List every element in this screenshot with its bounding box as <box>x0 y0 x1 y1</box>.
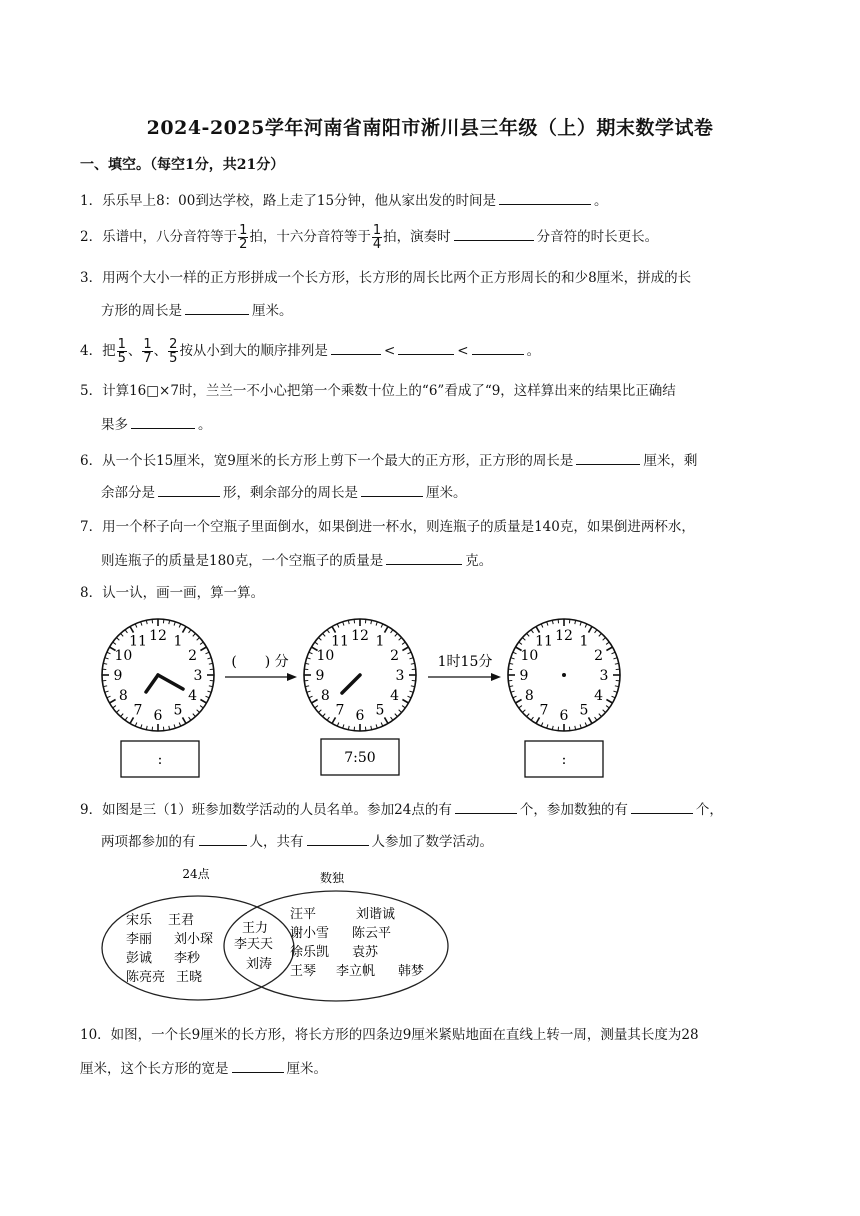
clock-tick <box>200 706 203 708</box>
clock-tick <box>580 622 581 626</box>
clock-tick <box>113 706 116 708</box>
q2-answer-blank[interactable] <box>454 225 534 241</box>
clock-tick <box>125 717 127 720</box>
venn-name: 汪平 <box>290 907 317 922</box>
q6-text-e: 厘米。 <box>426 485 467 501</box>
question-3-line-2 <box>101 299 293 321</box>
venn-name: 彭诚 <box>126 951 153 966</box>
q9-text-d: 两项都参加的有 <box>101 834 196 850</box>
clock-tick <box>511 691 515 692</box>
clock-tick <box>381 624 383 628</box>
clock-tick <box>513 696 517 698</box>
clock-tick <box>612 652 616 654</box>
clock-tick <box>395 714 398 717</box>
clock-number: 2 <box>594 648 604 664</box>
venn-name: 王力 <box>242 921 269 936</box>
section-heading-fill-in: 一、填空。（每空1分，共21分） <box>80 157 285 173</box>
clock-number: 4 <box>390 688 400 704</box>
clock-number: 6 <box>153 708 163 724</box>
clock-number: 4 <box>188 688 198 704</box>
q6-text-b: 厘米，剩 <box>643 453 698 469</box>
venn-name: 袁苏 <box>352 945 379 960</box>
clock-number: 9 <box>519 668 529 684</box>
q4-text-a: 4．把 <box>80 343 116 359</box>
clock-tick <box>197 710 200 713</box>
clock-tick <box>318 638 321 641</box>
clock-number: 12 <box>149 628 167 644</box>
clock-number: 3 <box>599 668 609 684</box>
clock-number: 2 <box>188 648 198 664</box>
q5-answer-blank[interactable] <box>131 413 195 429</box>
clock-number: 9 <box>113 668 123 684</box>
clock-tick <box>516 700 522 704</box>
clock-number: 5 <box>173 702 183 719</box>
clock-tick <box>541 624 543 628</box>
clock-tick <box>408 696 412 698</box>
clock-tick <box>522 638 525 641</box>
clock-tick <box>541 723 543 727</box>
q9-answer-blank-1[interactable] <box>455 798 517 814</box>
question-6-line-1 <box>80 449 697 471</box>
question-2 <box>80 224 658 251</box>
q9-text-a: 9．如图是三（1）班参加数学活动的人员名单。参加24点的有 <box>80 802 452 818</box>
clock-tick <box>315 642 318 644</box>
clock-tick <box>385 717 389 723</box>
clock-3-center <box>562 673 566 677</box>
q7-answer-blank[interactable] <box>386 549 462 565</box>
question-10-line-1: 10．如图，一个长9厘米的长方形，将长方形的四条边9厘米紧贴地面在直线上转一周，测量其长度为28 <box>80 1027 699 1043</box>
clock-tick <box>402 642 405 644</box>
clock-number: 7 <box>133 702 143 719</box>
clock-number: 6 <box>559 708 569 724</box>
clock-tick <box>402 700 408 704</box>
q9-text-c: 个， <box>695 802 723 818</box>
clock-tick <box>141 724 142 728</box>
clock-tick <box>527 714 530 717</box>
q3-text-c: 厘米。 <box>252 303 293 319</box>
clock-tick <box>327 630 329 633</box>
q4-sep-2: 、 <box>153 343 168 359</box>
clock-tick <box>206 652 210 654</box>
clock-tick <box>613 691 617 692</box>
clock-number: 10 <box>114 648 133 664</box>
q9-answer-blank-3[interactable] <box>199 830 247 846</box>
clock-tick <box>343 724 344 728</box>
clock-tick <box>595 717 597 720</box>
clock-tick <box>408 652 412 654</box>
q1-text: 1．乐乐早上8：00到达学校，路上走了15分钟，他从家出发的时间是 <box>80 193 497 209</box>
question-3-line-1: 3．用两个大小一样的正方形拼成一个长方形，长方形的周长比两个正方形周长的和少8厘米，拼成的长 <box>80 270 692 286</box>
clock-tick <box>337 624 339 628</box>
clock-number: 5 <box>579 702 589 719</box>
q6-text-a: 6．从一个长15厘米，宽9厘米的长方形上剪下一个最大的正方形，正方形的周长是 <box>80 453 574 469</box>
clock-number: 3 <box>395 668 405 684</box>
clock-tick <box>183 717 187 723</box>
clock-tick <box>193 714 196 717</box>
clock-tick <box>536 627 540 633</box>
clock-tick <box>599 633 602 636</box>
clock-tick <box>513 652 517 654</box>
venn-name: 刘小琛 <box>174 932 214 947</box>
clock-1-minute-hand <box>146 675 158 692</box>
q10-answer-blank[interactable] <box>232 1057 284 1073</box>
q6-answer-blank-1[interactable] <box>576 449 640 465</box>
clock-tick <box>110 700 116 704</box>
clock-tick <box>547 724 548 728</box>
venn-name: 李天天 <box>234 937 274 952</box>
clock-number: 1 <box>375 633 385 650</box>
q9-text-e: 人，共有 <box>249 834 304 850</box>
clock-tick <box>174 724 175 728</box>
clock-tick <box>207 658 211 659</box>
clock-tick <box>376 622 377 626</box>
clock-tick <box>197 638 200 641</box>
clock-tick <box>402 706 405 708</box>
clock-tick <box>381 723 383 727</box>
q9-answer-blank-4[interactable] <box>307 830 369 846</box>
venn-name: 王晓 <box>176 970 203 985</box>
clock-number: 11 <box>535 633 553 650</box>
clock-tick <box>612 696 616 698</box>
q6-text-d: 形，剩余部分的周长是 <box>223 485 358 501</box>
clock-tick <box>409 658 413 659</box>
clock-number: 8 <box>118 688 128 704</box>
clock-tick <box>589 627 593 633</box>
clock-tick <box>323 633 326 636</box>
venn-name: 王君 <box>168 913 195 928</box>
fraction-two-fifths: $\frac{2}{5}$ <box>169 337 178 366</box>
clock-tick <box>130 627 134 633</box>
arrow-1-label: ( ) 分 <box>231 654 289 670</box>
clock-number: 11 <box>129 633 147 650</box>
clock-tick <box>113 642 116 644</box>
clock-tick <box>327 717 329 720</box>
q1-answer-blank[interactable] <box>499 189 591 205</box>
clock-tick <box>395 633 398 636</box>
clock-tick <box>409 691 413 692</box>
q7-end: 克。 <box>465 553 493 569</box>
question-8: 8．认一认，画一画，算一算。 <box>80 585 265 601</box>
q7-text-b: 则连瓶子的质量是180克，一个空瓶子的质量是 <box>101 553 384 569</box>
clock-tick <box>174 622 175 626</box>
q4-less-than-2: < <box>457 343 469 359</box>
clock-number: 7 <box>335 702 345 719</box>
clock-tick <box>125 630 127 633</box>
venn-name: 陈亮亮 <box>126 970 166 985</box>
arrow-2-label: 1时15分 <box>437 654 493 670</box>
time-box-1-text: : <box>157 752 163 768</box>
clock-tick <box>527 633 530 636</box>
q2-text-c: 拍，演奏时 <box>383 229 451 245</box>
clock-number: 7 <box>539 702 549 719</box>
clock-number: 11 <box>331 633 349 650</box>
clock-tick <box>309 696 313 698</box>
question-6-line-2 <box>101 481 467 503</box>
venn-both-names <box>234 920 273 972</box>
clock-tick <box>135 723 137 727</box>
clock-tick <box>599 714 602 717</box>
q5-end: 。 <box>198 417 212 433</box>
clock-tick <box>585 624 587 628</box>
clock-tick <box>206 696 210 698</box>
clock-tick <box>589 717 593 723</box>
clock-diagram <box>95 615 635 785</box>
clock-number: 1 <box>173 633 183 650</box>
clock-tick <box>105 691 109 692</box>
venn-name: 宋乐 <box>126 913 153 928</box>
q4-answer-blank-2[interactable] <box>398 339 454 355</box>
arrow-2-head <box>491 673 501 681</box>
q10-text-b: 厘米，这个长方形的宽是 <box>80 1061 229 1077</box>
venn-name: 李秒 <box>174 951 201 966</box>
clock-tick <box>391 630 393 633</box>
clock-tick <box>376 724 377 728</box>
clock-number: 5 <box>375 702 385 719</box>
clock-tick <box>189 717 191 720</box>
clock-number: 8 <box>524 688 534 704</box>
q2-text-d: 分音符的时长更长。 <box>536 229 659 245</box>
clock-tick <box>141 622 142 626</box>
clock-tick <box>105 658 109 659</box>
clock-tick <box>107 696 111 698</box>
clock-tick <box>312 700 318 704</box>
q4-less-than-1: < <box>383 343 396 359</box>
page-title: 2024-2025学年河南省南阳市淅川县三年级（上）期末数学试卷 <box>146 117 714 139</box>
clock-tick <box>323 714 326 717</box>
time-box-3-text: : <box>561 752 567 768</box>
clock-tick <box>343 622 344 626</box>
fraction-one-seventh: $\frac{1}{7}$ <box>143 337 152 366</box>
clock-tick <box>595 630 597 633</box>
venn-name: 李立帆 <box>336 964 376 979</box>
venn-right-label: 数独 <box>319 871 345 885</box>
clock-tick <box>606 647 612 651</box>
clock-tick <box>606 642 609 644</box>
clock-tick <box>318 710 321 713</box>
clock-tick <box>399 638 402 641</box>
venn-diagram <box>98 862 458 1002</box>
question-5-line-1: 5．计算16□×7时，兰兰一不小心把第一个乘数十位上的“6”看成了“9，这样算出来的结果比正确结 <box>80 383 676 399</box>
clock-tick <box>519 706 522 708</box>
venn-name: 李丽 <box>126 932 153 947</box>
clock-tick <box>121 633 124 636</box>
clock-number: 8 <box>320 688 330 704</box>
venn-left-names <box>126 913 213 985</box>
q9-text-f: 人参加了数学活动。 <box>371 834 493 850</box>
q4-answer-blank-1[interactable] <box>331 339 381 355</box>
venn-right-names <box>290 906 424 979</box>
clock-tick <box>603 710 606 713</box>
clock-number: 9 <box>315 668 325 684</box>
q6-answer-blank-3[interactable] <box>361 481 423 497</box>
venn-name: 谢小雪 <box>290 926 330 941</box>
q6-text-c: 余部分是 <box>101 485 155 501</box>
venn-name: 刘谐诚 <box>356 907 396 922</box>
clock-tick <box>332 627 336 633</box>
clock-tick <box>200 647 206 651</box>
clock-tick <box>121 714 124 717</box>
venn-name: 韩梦 <box>398 964 425 979</box>
clock-number: 10 <box>316 648 335 664</box>
venn-name: 刘涛 <box>246 957 273 972</box>
clock-number: 1 <box>579 633 589 650</box>
clock-tick <box>135 624 137 628</box>
clock-tick <box>116 710 119 713</box>
q9-answer-blank-2[interactable] <box>631 798 693 814</box>
question-7-line-1: 7．用一个杯子向一个空瓶子里面倒水，如果倒进一杯水，则连瓶子的质量是140克，如果倒进两杯水， <box>80 519 695 535</box>
q3-text-b: 方形的周长是 <box>101 303 182 319</box>
clock-tick <box>511 658 515 659</box>
clock-tick <box>183 627 187 633</box>
clock-tick <box>116 638 119 641</box>
clock-tick <box>399 710 402 713</box>
venn-name: 徐乐凯 <box>290 945 330 960</box>
clock-tick <box>189 630 191 633</box>
q1-end: 。 <box>594 193 608 209</box>
clock-tick <box>179 624 181 628</box>
clock-number: 4 <box>594 688 604 704</box>
clock-tick <box>107 652 111 654</box>
clock-number: 10 <box>520 648 539 664</box>
clock-tick <box>315 706 318 708</box>
clock-tick <box>402 647 408 651</box>
question-9-line-2 <box>101 830 493 852</box>
q2-text-b: 拍，十六分音符等于 <box>249 229 371 245</box>
clock-tick <box>307 658 311 659</box>
clock-tick <box>522 710 525 713</box>
venn-left-label: 24点 <box>182 867 210 881</box>
clock-number: 12 <box>351 628 369 644</box>
q2-text-a: 2．乐谱中，八分音符等于 <box>80 229 238 245</box>
clock-number: 2 <box>390 648 400 664</box>
clock-tick <box>613 658 617 659</box>
clock-tick <box>531 717 533 720</box>
clock-number: 3 <box>193 668 203 684</box>
question-7-line-2 <box>101 549 492 571</box>
fraction-one-fifth: $\frac{1}{5}$ <box>117 337 126 366</box>
q5-text-b: 果多 <box>101 417 128 433</box>
clock-tick <box>391 717 393 720</box>
q9-text-b: 个，参加数独的有 <box>519 802 628 818</box>
clock-tick <box>385 627 389 633</box>
clock-tick <box>519 642 522 644</box>
arrow-1-head <box>287 673 297 681</box>
time-box-2-text: 7:50 <box>344 750 376 766</box>
fraction-one-half: $\frac{1}{2}$ <box>239 223 248 252</box>
q3-answer-blank[interactable] <box>185 299 249 315</box>
question-1 <box>80 189 608 211</box>
clock-1-hour-hand <box>158 675 183 689</box>
question-9-line-1 <box>80 798 723 820</box>
clock-tick <box>531 630 533 633</box>
clock-2-hand <box>342 675 360 693</box>
q4-sep-1: 、 <box>127 343 142 359</box>
clock-tick <box>179 723 181 727</box>
clock-tick <box>585 723 587 727</box>
clock-tick <box>309 652 313 654</box>
question-4 <box>80 338 540 365</box>
clock-tick <box>580 724 581 728</box>
q4-text-b: 按从小到大的顺序排列是 <box>179 343 328 359</box>
clock-tick <box>606 700 612 704</box>
q6-answer-blank-2[interactable] <box>158 481 220 497</box>
fraction-one-quarter: $\frac{1}{4}$ <box>372 223 382 252</box>
clock-tick <box>603 638 606 641</box>
venn-name: 陈云平 <box>352 926 392 941</box>
venn-name: 王琴 <box>290 964 317 979</box>
clock-number: 12 <box>555 628 573 644</box>
clock-tick <box>547 622 548 626</box>
clock-tick <box>606 706 609 708</box>
clock-tick <box>200 700 206 704</box>
q10-end: 厘米。 <box>286 1061 327 1077</box>
question-10-line-2 <box>80 1057 327 1079</box>
q4-end: 。 <box>526 343 541 359</box>
clock-tick <box>193 633 196 636</box>
q4-answer-blank-3[interactable] <box>472 339 524 355</box>
question-5-line-2 <box>101 413 212 435</box>
clock-number: 6 <box>355 708 365 724</box>
clock-tick <box>337 723 339 727</box>
clock-tick <box>307 691 311 692</box>
clock-tick <box>200 642 203 644</box>
clock-tick <box>207 691 211 692</box>
